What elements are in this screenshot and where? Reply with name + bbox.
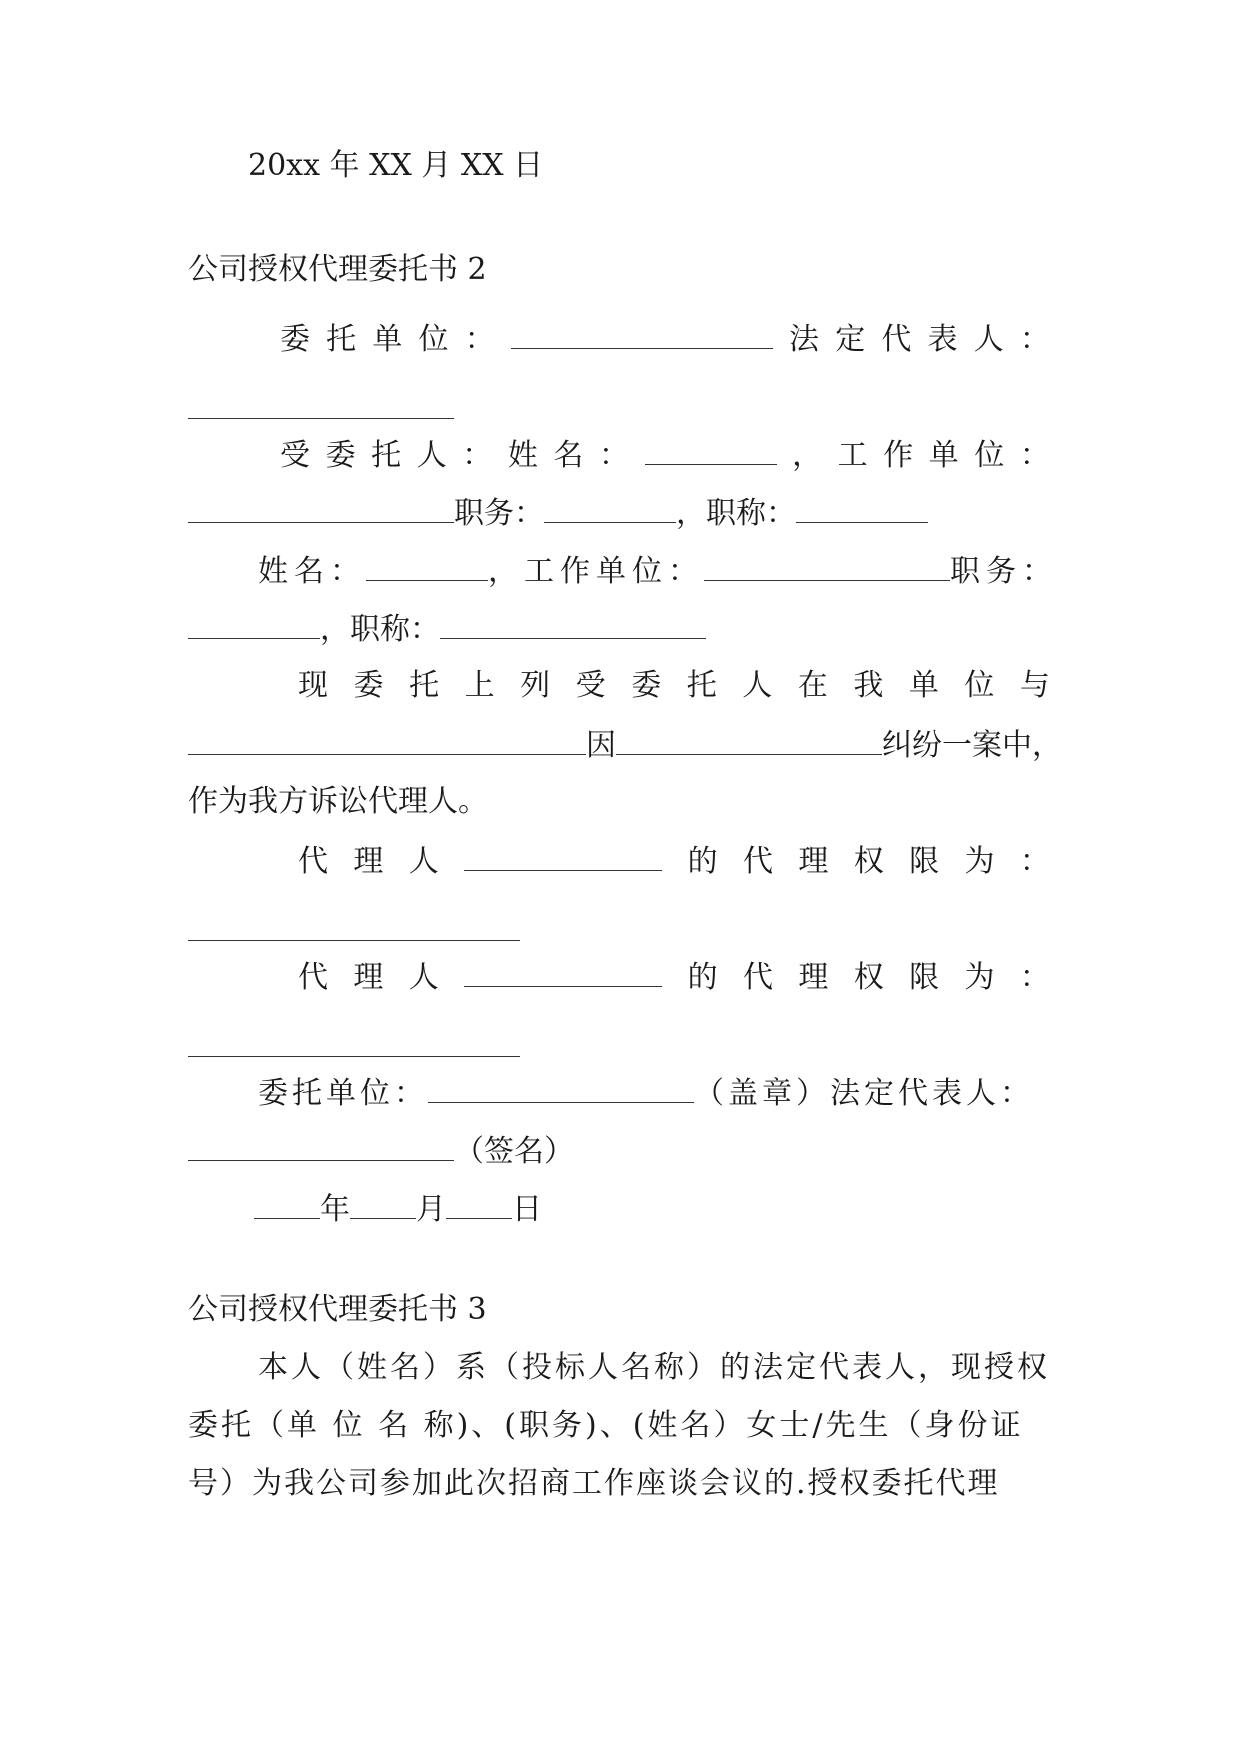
sign-unit-blank[interactable] <box>428 1072 694 1103</box>
authority-char: 权 <box>853 844 884 879</box>
authority-char: 权 <box>853 960 884 995</box>
agent-row-comma: ， <box>792 438 823 473</box>
agent-1-blank[interactable] <box>464 840 662 871</box>
sign-unit-label: 委托单位： <box>258 1076 428 1111</box>
authority-1-blank[interactable] <box>188 910 520 941</box>
agent-2-blank[interactable] <box>464 956 662 987</box>
agent-char: 人 <box>408 844 439 879</box>
agent-row-char: 位 <box>974 438 1005 473</box>
date-blank-row <box>254 1188 542 1230</box>
signature-label: （签名） <box>454 1134 574 1169</box>
entrust-char: 位 <box>964 668 995 703</box>
client-unit-char: 单 <box>372 322 403 357</box>
client-unit-char: 位 <box>418 322 449 357</box>
second-name-blank[interactable] <box>366 550 488 581</box>
authority-row-2 <box>298 956 1050 998</box>
second-title-blank[interactable] <box>440 608 706 639</box>
dispute-row <box>188 724 1062 766</box>
authority-2-blank-line <box>188 1026 520 1068</box>
sign-unit-row <box>258 1072 1034 1114</box>
authority-char: 限 <box>909 844 940 879</box>
agent-row-char: 姓 <box>507 438 538 473</box>
agent-row-2 <box>188 492 928 534</box>
month-label: 月 <box>416 1192 446 1227</box>
as-agent-line: 作为我方诉讼代理人。 <box>188 784 488 819</box>
legal-rep-char: ： <box>1019 322 1050 357</box>
entrust-char: 托 <box>686 668 717 703</box>
agent-row-char: 受 <box>280 438 310 473</box>
section-2-heading: 公司授权代理委托书 2 <box>188 252 487 287</box>
agent-row-char: ： <box>598 438 629 473</box>
section-3-para-line-1: 本人（姓名）系（投标人名称）的法定代表人，现授权 <box>258 1350 1050 1385</box>
client-unit-blank[interactable] <box>511 318 773 349</box>
agent-row-char: 托 <box>371 438 402 473</box>
agent-char: 理 <box>353 844 384 879</box>
agent-row-char: 名 <box>553 438 584 473</box>
second-work-unit-label: ，工作单位： <box>488 554 705 589</box>
entrust-char: 现 <box>298 668 328 703</box>
legal-rep-char: 人 <box>973 322 1004 357</box>
agent-title-blank[interactable] <box>796 492 928 523</box>
second-agent-row <box>258 550 1058 592</box>
second-name-label: 姓名： <box>258 554 366 589</box>
entrust-char: 与 <box>1019 668 1050 703</box>
month-blank[interactable] <box>350 1188 416 1219</box>
agent-char: 代 <box>298 960 328 995</box>
client-unit-char: ： <box>464 322 495 357</box>
authority-char: ： <box>1019 844 1050 879</box>
agent-duty-label: 职务： <box>454 496 544 531</box>
day-label: 日 <box>512 1192 542 1227</box>
agent-name-blank[interactable] <box>645 434 777 465</box>
day-blank[interactable] <box>446 1188 512 1219</box>
second-duty-label: 职务： <box>950 554 1058 589</box>
legal-rep-char: 代 <box>881 322 912 357</box>
entrust-char: 委 <box>353 668 384 703</box>
cause-blank[interactable] <box>616 724 882 755</box>
agent-row-char: 工 <box>837 438 868 473</box>
authority-char: ： <box>1019 960 1050 995</box>
second-work-unit-blank[interactable] <box>704 550 950 581</box>
entrust-char: 单 <box>908 668 939 703</box>
authority-char: 为 <box>964 844 995 879</box>
authority-char: 的 <box>687 960 718 995</box>
section-3-para-line-2: 委托（单 位 名 称)、(职务)、(姓名）女士/先生（身份证 <box>188 1408 1024 1443</box>
second-duty-blank[interactable] <box>188 608 320 639</box>
year-blank[interactable] <box>254 1188 320 1219</box>
date-line: 20xx 年 XX 月 XX 日 <box>248 148 544 183</box>
entrust-char: 人 <box>742 668 773 703</box>
dispute-label: 纠纷一案中， <box>882 728 1062 763</box>
agent-row-char: ： <box>1019 438 1050 473</box>
agent-row <box>280 434 1050 476</box>
authority-2-blank[interactable] <box>188 1026 520 1057</box>
authority-char: 理 <box>798 960 829 995</box>
agent-row-char: ： <box>462 438 493 473</box>
authority-char: 理 <box>798 844 829 879</box>
entrust-char: 受 <box>575 668 606 703</box>
authority-row-1 <box>298 840 1050 882</box>
agent-title-label: ，职称： <box>676 496 796 531</box>
authority-char: 的 <box>687 844 718 879</box>
legal-rep-char: 定 <box>835 322 866 357</box>
section-3-heading: 公司授权代理委托书 3 <box>188 1292 487 1327</box>
authority-char: 限 <box>909 960 940 995</box>
client-unit-char: 托 <box>326 322 357 357</box>
agent-row-char: 委 <box>325 438 356 473</box>
second-agent-row-2 <box>188 608 706 650</box>
year-label: 年 <box>320 1192 350 1227</box>
authority-char: 为 <box>964 960 995 995</box>
entrust-char: 列 <box>520 668 551 703</box>
opponent-blank[interactable] <box>188 724 586 755</box>
entrust-char: 在 <box>797 668 828 703</box>
authority-char: 代 <box>742 960 773 995</box>
signature-row <box>188 1130 574 1172</box>
agent-row-char: 单 <box>928 438 959 473</box>
entrust-char: 托 <box>409 668 440 703</box>
seal-rep-label: （盖章）法定代表人： <box>694 1076 1034 1111</box>
second-title-label: ，职称： <box>320 612 440 647</box>
client-unit-row <box>280 318 1050 360</box>
entrust-char: 我 <box>853 668 884 703</box>
authority-char: 代 <box>742 844 773 879</box>
signature-blank[interactable] <box>188 1130 454 1161</box>
legal-rep-char: 表 <box>927 322 958 357</box>
legal-rep-blank-line <box>188 388 454 430</box>
agent-row-char: 作 <box>883 438 914 473</box>
agent-duty-blank[interactable] <box>544 492 676 523</box>
because-label: 因 <box>586 728 616 763</box>
legal-rep-blank[interactable] <box>188 388 454 419</box>
entrust-char: 上 <box>464 668 495 703</box>
agent-char: 理 <box>353 960 384 995</box>
authority-1-blank-line <box>188 910 520 952</box>
entrust-row <box>298 666 1050 706</box>
entrust-char: 委 <box>631 668 662 703</box>
legal-rep-char: 法 <box>789 322 820 357</box>
agent-char: 人 <box>408 960 439 995</box>
section-3-para-line-3: 号）为我公司参加此次招商工作座谈会议的.授权委托代理 <box>188 1466 1000 1501</box>
client-unit-char: 委 <box>280 322 310 357</box>
agent-work-unit-blank[interactable] <box>188 492 454 523</box>
agent-char: 代 <box>298 844 328 879</box>
agent-row-char: 人 <box>416 438 447 473</box>
